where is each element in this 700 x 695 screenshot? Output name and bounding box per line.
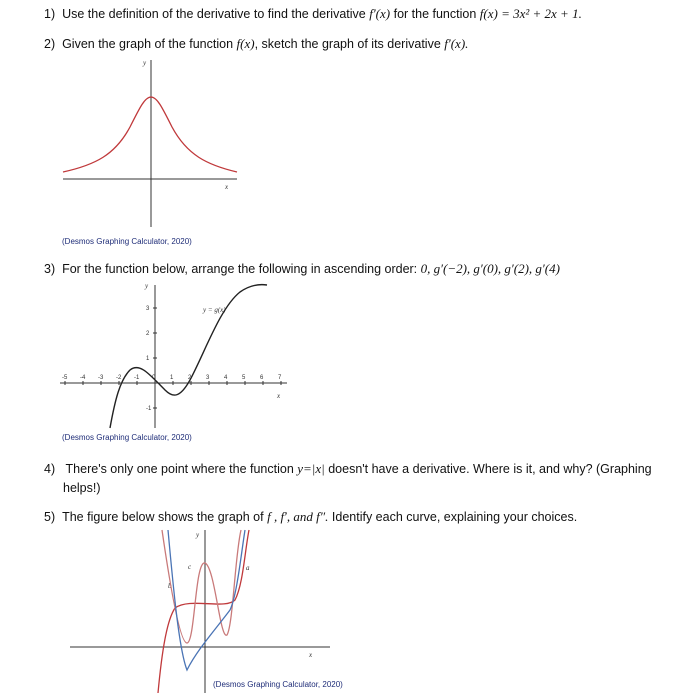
question-5	[44, 508, 684, 526]
graph-2-x-tick-label: 1	[170, 375, 174, 381]
graph-2-curve	[110, 285, 267, 428]
question-4	[44, 460, 684, 478]
question-1	[44, 5, 684, 23]
graph-2-x-tick-label: 7	[278, 375, 282, 381]
graph-2-y-tick-label: -1	[146, 406, 152, 412]
graph-2-y-label: y	[145, 282, 149, 290]
question-3-number: 3)	[44, 262, 56, 276]
graph-1-y-label: y	[143, 59, 147, 67]
question-5-text-after: Identify each curve, explaining your choices.	[331, 510, 578, 524]
graph-1-curve	[63, 97, 237, 172]
graph-2-x-tick-label: -2	[116, 375, 122, 381]
graph-2-y-tick-label: 2	[146, 331, 150, 337]
question-4-text-after: doesn't have a derivative. Where is it, and why? (Graphing	[328, 462, 652, 476]
question-1-for: for the function	[393, 7, 477, 21]
question-2	[44, 35, 684, 53]
graph-3-x-label: x	[309, 651, 313, 659]
graph-2-x-tick-label: -3	[98, 375, 104, 381]
graph-3-curve-c	[168, 530, 245, 670]
graph-3-label-a: a	[246, 564, 250, 572]
graph-2-x-label: x	[277, 392, 281, 400]
graph-2-x-tick-label: 0	[152, 375, 156, 381]
graph-2-x-tick-label: -5	[62, 375, 68, 381]
question-2-text: Given the graph of the function	[62, 37, 234, 51]
graph-1-source: (Desmos Graphing Calculator, 2020)	[62, 237, 192, 246]
question-3-text: For the function below, arrange the following in ascending order:	[62, 262, 418, 276]
graph-3-source: (Desmos Graphing Calculator, 2020)	[213, 680, 343, 689]
graph-3-curve-a	[158, 530, 249, 693]
graph-2-source: (Desmos Graphing Calculator, 2020)	[62, 433, 192, 442]
graph-3-y-label: y	[196, 531, 200, 539]
graph-2-y-tick-label: 1	[146, 356, 150, 362]
question-5-number: 5)	[44, 510, 56, 524]
graph-2-x-tick-label: 2	[188, 375, 192, 381]
question-1-text: Use the definition of the derivative to find the derivative	[62, 7, 366, 21]
graph-2-x-tick-label: 3	[206, 375, 210, 381]
graph-2-x-tick-label: 6	[260, 375, 264, 381]
question-2-mid: , sketch the graph of its derivative	[254, 37, 441, 51]
question-5-functions: f , f′, and f″.	[267, 509, 329, 524]
graph-3-label-c: c	[188, 563, 192, 571]
question-5-text-before: The figure below shows the graph of	[62, 510, 264, 524]
question-2-number: 2)	[44, 37, 56, 51]
graph-3-label-b: b	[168, 582, 172, 590]
question-4-line-2: helps!)	[63, 481, 101, 495]
graph-3	[65, 525, 335, 695]
graph-2-x-tick-label: -1	[134, 375, 140, 381]
question-2-fx: f(x)	[236, 36, 255, 51]
graph-1-x-label: x	[225, 183, 229, 191]
question-1-derivative: f′(x)	[369, 6, 391, 21]
question-3-list: 0, g′(−2), g′(0), g′(2), g′(4)	[420, 261, 560, 276]
question-4-number: 4)	[44, 462, 56, 476]
question-4-function: y=|x|	[297, 461, 325, 476]
question-1-function: f(x) = 3x² + 2x + 1.	[479, 6, 582, 21]
graph-2-x-tick-label: 5	[242, 375, 246, 381]
graph-2-x-tick-label: 4	[224, 375, 228, 381]
graph-2-curve-label: y = g(x)	[203, 306, 226, 314]
question-4-text-before: There's only one point where the function	[65, 462, 294, 476]
graph-1	[55, 55, 245, 235]
question-3	[44, 260, 684, 278]
question-1-number: 1)	[44, 7, 56, 21]
question-2-fpx: f′(x).	[444, 36, 469, 51]
graph-2-x-tick-label: -4	[80, 375, 86, 381]
graph-2	[55, 280, 295, 430]
graph-2-y-tick-label: 3	[146, 306, 150, 312]
